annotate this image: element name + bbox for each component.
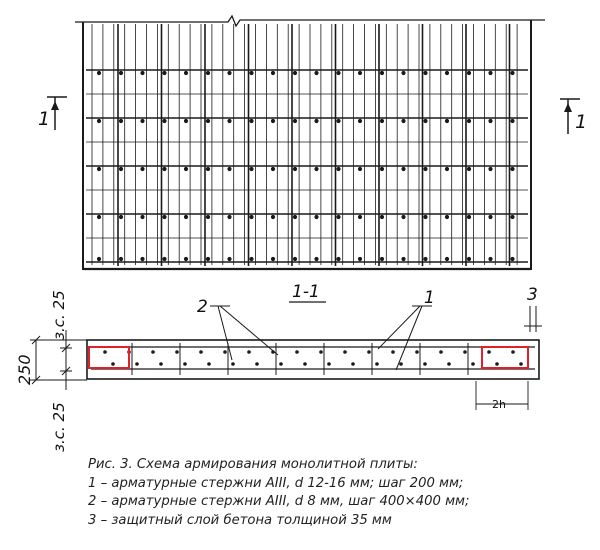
section-rebar-bottom — [279, 362, 283, 366]
mesh-node — [162, 215, 166, 219]
mesh-node — [249, 71, 253, 75]
mesh-node — [206, 257, 210, 261]
mesh-node — [162, 167, 166, 171]
mesh-node — [97, 257, 101, 261]
dim-2h-label: 2h — [492, 398, 506, 411]
mesh-node — [510, 119, 514, 123]
mesh-node — [162, 71, 166, 75]
section-rebar-bottom — [231, 362, 235, 366]
mesh-node — [293, 167, 297, 171]
mesh-node — [227, 71, 231, 75]
mesh-node — [140, 167, 144, 171]
mesh-node — [488, 257, 492, 261]
mesh-node — [488, 119, 492, 123]
mesh-node — [271, 257, 275, 261]
section-rebar-bottom — [303, 362, 307, 366]
mesh-node — [97, 119, 101, 123]
mesh-node — [140, 119, 144, 123]
mesh-node — [293, 71, 297, 75]
mesh-node — [314, 71, 318, 75]
mesh-node — [467, 257, 471, 261]
section-rebar-bottom — [375, 362, 379, 366]
mesh-node — [467, 119, 471, 123]
section-rebar-top — [367, 350, 371, 354]
mesh-node — [380, 167, 384, 171]
mesh-node — [445, 71, 449, 75]
mesh-node — [488, 71, 492, 75]
callout-1-label: 1 — [424, 288, 435, 308]
section-rebar-bottom — [255, 362, 259, 366]
callout-2 — [197, 297, 278, 360]
mesh-node — [314, 215, 318, 219]
mesh-node — [271, 119, 275, 123]
section-rebar-bottom — [423, 362, 427, 366]
mesh-node — [401, 257, 405, 261]
mesh-node — [336, 167, 340, 171]
mesh-node — [314, 167, 318, 171]
mesh-node — [488, 167, 492, 171]
section-rebar-top — [319, 350, 323, 354]
mesh-node — [140, 215, 144, 219]
mesh-node — [510, 257, 514, 261]
slab-plan-view — [75, 16, 545, 270]
figure-caption — [88, 456, 593, 530]
section-rebar-top — [343, 350, 347, 354]
mesh-node — [423, 257, 427, 261]
mesh-node — [249, 257, 253, 261]
mesh-node — [140, 257, 144, 261]
mesh-node — [206, 167, 210, 171]
section-rebar-bottom — [207, 362, 211, 366]
mesh-node — [401, 215, 405, 219]
cut-mark-right-label: 1 — [575, 111, 588, 133]
mesh-node — [184, 167, 188, 171]
mesh-node — [271, 167, 275, 171]
mesh-node — [227, 167, 231, 171]
cut-mark-left — [38, 97, 67, 130]
mesh-node — [510, 167, 514, 171]
mesh-node — [423, 215, 427, 219]
dim-total-label: 250 — [15, 354, 34, 385]
mesh-node — [380, 119, 384, 123]
mesh-node — [423, 71, 427, 75]
mesh-node — [184, 257, 188, 261]
mesh-node — [358, 71, 362, 75]
mesh-node — [140, 71, 144, 75]
edge-zone-left-highlight — [89, 347, 129, 368]
mesh-node — [206, 119, 210, 123]
section-rebar-top — [487, 350, 491, 354]
section-rebar-top — [151, 350, 155, 354]
mesh-node — [467, 167, 471, 171]
section-bars — [103, 343, 523, 375]
mesh-node — [249, 119, 253, 123]
mesh-node — [227, 119, 231, 123]
mesh-node — [97, 215, 101, 219]
callout-2-label: 2 — [197, 297, 208, 317]
section-rebar-bottom — [183, 362, 187, 366]
mesh-node — [97, 71, 101, 75]
callout-1 — [378, 288, 435, 370]
mesh-node — [206, 215, 210, 219]
section-rebar-top — [199, 350, 203, 354]
mesh-node — [162, 257, 166, 261]
section-title: 1-1 — [292, 282, 320, 302]
mesh-node — [293, 215, 297, 219]
dim-cover-top-label: з.с. 25 — [50, 290, 68, 340]
mesh-node — [467, 71, 471, 75]
mesh-node — [336, 257, 340, 261]
mesh-node — [227, 215, 231, 219]
section-rebar-top — [175, 350, 179, 354]
mesh-node — [314, 119, 318, 123]
section-rebar-bottom — [495, 362, 499, 366]
callout-3-label: 3 — [527, 285, 538, 305]
mesh-node — [97, 167, 101, 171]
mesh-node — [510, 215, 514, 219]
mesh-node — [336, 215, 340, 219]
mesh-node — [358, 257, 362, 261]
mesh-node — [119, 215, 123, 219]
mesh-node — [336, 119, 340, 123]
caption-item-3: 3 – защитный слой бетона толщиной 35 мм — [88, 512, 392, 528]
mesh-node — [184, 71, 188, 75]
caption-title: Рис. 3. Схема армирования монолитной плиты: — [88, 457, 418, 472]
mesh-node — [510, 71, 514, 75]
mesh-node — [314, 257, 318, 261]
section-rebar-top — [463, 350, 467, 354]
section-rebar-top — [439, 350, 443, 354]
mesh-node — [358, 215, 362, 219]
section-rebar-bottom — [111, 362, 115, 366]
mesh-node — [358, 119, 362, 123]
mesh-node — [380, 215, 384, 219]
section-rebar-bottom — [159, 362, 163, 366]
mesh-node — [271, 71, 275, 75]
mesh-node — [445, 257, 449, 261]
mesh-node — [206, 71, 210, 75]
mesh-node — [293, 119, 297, 123]
mesh-node — [271, 215, 275, 219]
mesh-node — [380, 71, 384, 75]
section-rebar-bottom — [447, 362, 451, 366]
section-rebar-top — [247, 350, 251, 354]
mesh-node — [401, 167, 405, 171]
mesh-node — [119, 167, 123, 171]
mesh-node — [249, 167, 253, 171]
mesh-node — [445, 119, 449, 123]
mesh-node — [227, 257, 231, 261]
section-rebar-bottom — [351, 362, 355, 366]
cut-mark-left-label: 1 — [38, 108, 51, 130]
mesh-node — [336, 71, 340, 75]
caption-item-1: 1 – арматурные стержни AIII, d 12-16 мм; шаг 200 мм; — [88, 475, 464, 491]
section-rebar-top — [223, 350, 227, 354]
dim-cover-bottom-label: з.с. 25 — [50, 402, 68, 452]
slab-section-view — [87, 340, 539, 379]
section-rebar-bottom — [135, 362, 139, 366]
mesh-node — [423, 167, 427, 171]
mesh-node — [293, 257, 297, 261]
mesh-node — [184, 215, 188, 219]
mesh-node — [401, 71, 405, 75]
callout-3 — [524, 285, 542, 332]
mesh-node — [358, 167, 362, 171]
section-outline — [87, 340, 539, 379]
caption-item-2: 2 – арматурные стержни AIII, d 8 мм, шаг 400×400 мм; — [88, 494, 470, 510]
cut-mark-right — [560, 99, 587, 134]
section-rebar-bottom — [471, 362, 475, 366]
mesh-node — [445, 167, 449, 171]
mesh-node — [401, 119, 405, 123]
section-rebar-bottom — [327, 362, 331, 366]
section-rebar-top — [295, 350, 299, 354]
mesh-node — [249, 215, 253, 219]
mesh-node — [488, 215, 492, 219]
section-rebar-top — [103, 350, 107, 354]
mesh-node — [119, 119, 123, 123]
section-rebar-top — [415, 350, 419, 354]
section-rebar-bottom — [399, 362, 403, 366]
section-rebar-top — [391, 350, 395, 354]
mesh-node — [423, 119, 427, 123]
mesh-node — [162, 119, 166, 123]
section-rebar-bottom — [519, 362, 523, 366]
mesh-node — [467, 215, 471, 219]
mesh-node — [119, 257, 123, 261]
mesh-node — [119, 71, 123, 75]
section-rebar-top — [511, 350, 515, 354]
rebar-mesh — [86, 24, 528, 266]
mesh-node — [184, 119, 188, 123]
mesh-node — [380, 257, 384, 261]
mesh-node — [445, 215, 449, 219]
